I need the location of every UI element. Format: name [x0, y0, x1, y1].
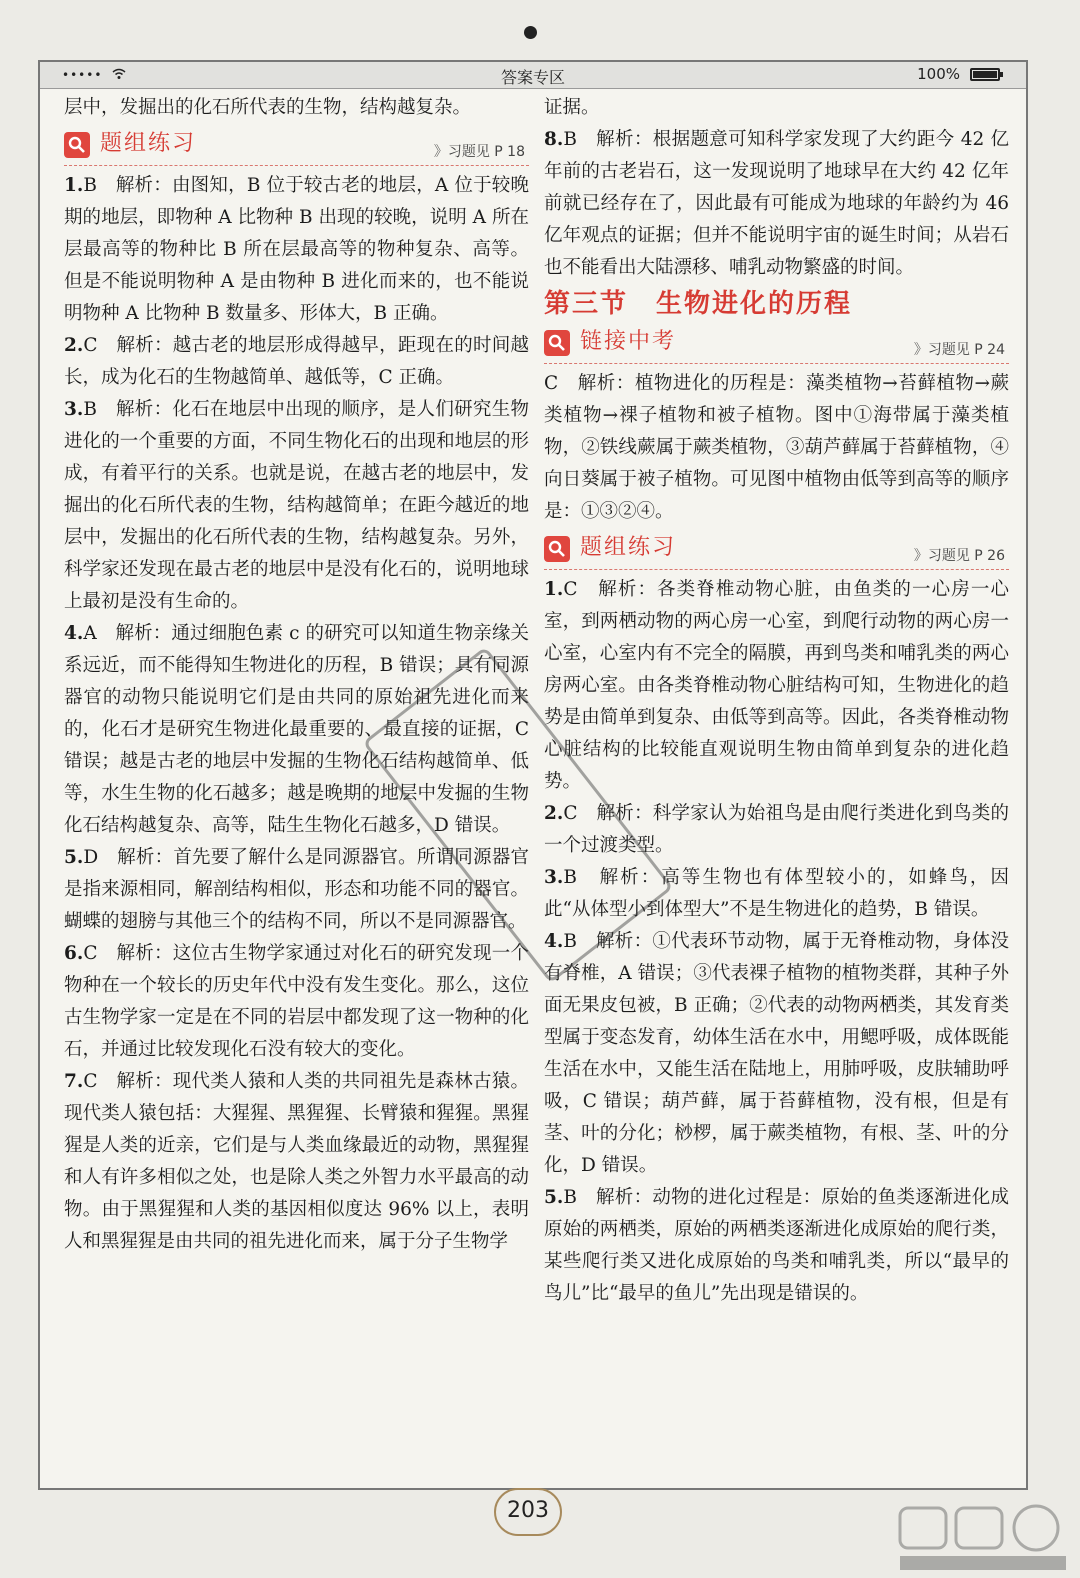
page-number: 203 — [494, 1488, 562, 1536]
section-header-practice-1 — [64, 126, 529, 166]
answer-item: 3.B 解析：化石在地层中出现的顺序，是人们研究生物进化的一个重要的方面，不同生物化石的出现和地层的形成，有着平行的关系。也就是说，在越古老的地层中，发掘出的化石所代表的生物，结构越简单；在距今越近的地层中，发掘出的化石所代表的生物，结构越复杂。另外，科学家还发现在最古老的地层中是没有化石的，说明地球上最初是没有生命的。 — [64, 399, 529, 612]
magnifier-icon — [544, 536, 570, 562]
watermark-logo — [898, 1504, 1068, 1574]
section-divider — [544, 569, 1009, 570]
magnifier-icon — [544, 330, 570, 356]
right-intro: 证据。 — [544, 97, 600, 118]
section-header-exam-link — [544, 324, 1009, 364]
answer-item: 1.B 解析：由图知，B 位于较古老的地层，A 位于较晚期的地层，即物种 A 比物种 B 出现的较晚，说明 A 所在层最高等的物种比 B 所在层最高等的物种复杂、高等。但是不能说明物种 A 是由物种 B 进化而来的，也不能说明物种 A 比物种 B 数量多、形体大，B 正确。 — [64, 175, 529, 324]
right-column — [544, 92, 1009, 1310]
answer-item: 8.B 解析：根据题意可知科学家发现了大约距今 42 亿年前的古老岩石，这一发现说明了地球早在大约 42 亿年前就已经存在了，因此最有可能成为地球的年龄约为 46 亿年观点的证据；但并不能说明宇宙的诞生时间；从岩石也不能看出大陆漂移、哺乳动物繁盛的时间。 — [544, 129, 1009, 278]
answer-item: 5.B 解析：动物的进化过程是：原始的鱼类逐渐进化成原始的两栖类，原始的两栖类逐渐进化成原始的爬行类，某些爬行类又进化成原始的鸟类和哺乳类，所以“最早的鸟儿”比“最早的鱼儿”先出现是错误的。 — [544, 1187, 1009, 1304]
battery-percent: 100% — [917, 65, 960, 83]
battery-icon — [970, 68, 1000, 81]
chapter-title: 第三节 生物进化的历程 — [544, 289, 853, 319]
answer-item: 7.C 解析：现代类人猿和人类的共同祖先是森林古猿。现代类人猿包括：大猩猩、黑猩猩、长臂猿和猩猩。黑猩猩是人类的近亲，它们是与人类血缘最近的动物，黑猩猩和人有许多相似之处，也是除人类之外智力水平最高的动物。由于黑猩猩和人类的基因相似度达 96% 以上，表明人和黑猩猩是由共同的祖先进化而来，属于分子生物学 — [64, 1071, 529, 1252]
answer-item: 4.A 解析：通过细胞色素 c 的研究可以知道生物亲缘关系远近，而不能得知生物进化的历程，B 错误；具有同源器官的动物只能说明它们是由共同的原始祖先进化而来的，化石才是研究生物进化最重要的、最直接的证据，C 错误；越是古老的地层中发掘的生物化石结构越简单、低等，水生生物的化石越多；越是晚期的地层中发掘的生物化石结构越复杂、高等，陆生生物化石越多，D 错误。 — [64, 623, 529, 836]
section-title: 题组练习 — [100, 131, 197, 156]
signal-dots: ••••• — [62, 68, 103, 82]
answer-item: 6.C 解析：这位古生物学家通过对化石的研究发现一个物种在一个较长的历史年代中没有发生变化。那么，这位古生物学家一定是在不同的岩层中都发现了这一物种的化石，并通过比较发现化石没有较大的变化。 — [64, 943, 529, 1060]
answer-item: 1.C 解析：各类脊椎动物心脏，由鱼类的一心房一心室，到两栖动物的两心房一心室，到爬行动物的两心房一心室，心室内有不完全的隔膜，再到鸟类和哺乳类的两心房两心室。由各类脊椎动物心脏结构可知，生物进化的趋势是由简单到复杂、由低等到高等。因此，各类脊椎动物心脏结构的比较能直观说明生物由简单到复杂的进化趋势。 — [544, 579, 1009, 792]
section-ref: 》习题见 P 18 — [433, 144, 525, 160]
section-divider — [544, 363, 1009, 364]
camera-dot — [524, 26, 537, 39]
section-header-practice-2 — [544, 530, 1009, 570]
status-title: 答案专区 — [500, 68, 565, 87]
tablet-screen — [38, 60, 1028, 1490]
answer-item: 5.D 解析：首先要了解什么是同源器官。所谓同源器官是指来源相同，解剖结构相似，形态和功能不同的器官。蝴蝶的翅膀与其他三个的结构不同，所以不是同源器官。 — [64, 847, 529, 932]
status-bar — [40, 62, 1026, 89]
left-intro: 层中，发掘出的化石所代表的生物，结构越复杂。 — [64, 97, 472, 118]
answer-item: C 解析：植物进化的历程是：藻类植物→苔藓植物→蕨类植物→裸子植物和被子植物。图中①海带属于藻类植物，②铁线蕨属于蕨类植物，③葫芦藓属于苔藓植物，④向日葵属于被子植物。可见图中植物由低等到高等的顺序是：①③②④。 — [544, 373, 1009, 522]
answer-item: 3.B 解析：高等生物也有体型较小的，如蜂鸟，因此“从体型小到体型大”不是生物进化的趋势，B 错误。 — [544, 867, 1009, 920]
magnifier-icon — [64, 132, 90, 158]
section-title: 链接中考 — [580, 329, 677, 354]
answer-item: 4.B 解析：①代表环节动物，属于无脊椎动物，身体没有脊椎，A 错误；③代表裸子植物的植物类群，其种子外面无果皮包被，B 正确；②代表的动物两栖类，其发育类型属于变态发育，幼体生活在水中，用鳃呼吸，成体既能生活在水中，又能生活在陆地上，用肺呼吸，皮肤辅助呼吸，C 错误；葫芦藓，属于苔藓植物，没有根，但是有茎、叶的分化；桫椤，属于蕨类植物，有根、茎、叶的分化，D 错误。 — [544, 931, 1009, 1176]
answer-item: 2.C 解析：越古老的地层形成得越早，距现在的时间越长，成为化石的生物越简单、越低等，C 正确。 — [64, 335, 529, 388]
section-ref: 》习题见 P 24 — [913, 342, 1005, 358]
answer-item: 2.C 解析：科学家认为始祖鸟是由爬行类进化到鸟类的一个过渡类型。 — [544, 803, 1009, 856]
section-title: 题组练习 — [580, 535, 677, 560]
section-divider — [64, 165, 529, 166]
section-ref: 》习题见 P 26 — [913, 548, 1005, 564]
